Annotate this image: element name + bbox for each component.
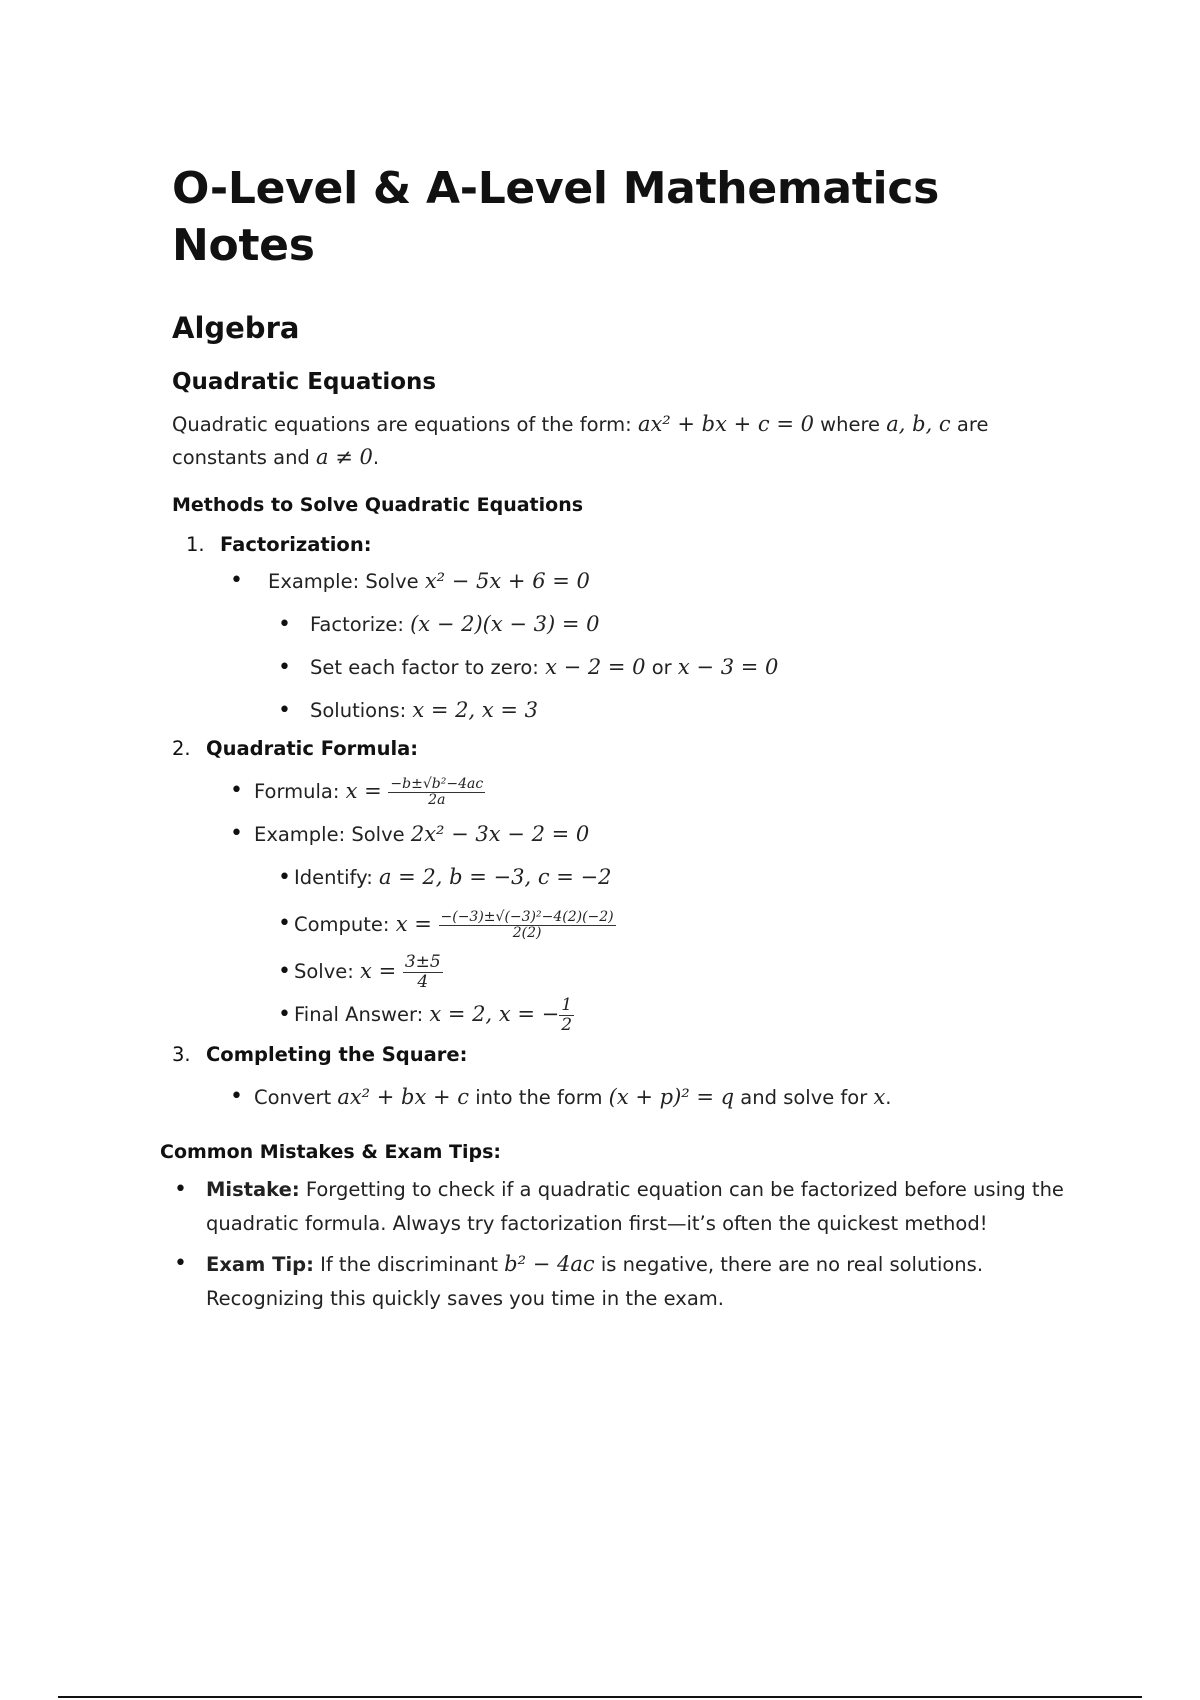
method-title: Completing the Square: (206, 1043, 468, 1066)
solve-fraction (403, 953, 443, 992)
step-math: a = 2, b = −3, c = −2 (378, 865, 612, 889)
fraction-denominator: 2 (561, 1015, 573, 1035)
tip-math: b² − 4ac (504, 1252, 595, 1276)
step-label: Compute: (294, 913, 396, 936)
fraction-denominator: 4 (417, 972, 429, 992)
convert-math: (x + p)² = q (608, 1085, 735, 1109)
list-item (172, 603, 1072, 646)
example-equation: 2x² − 3x − 2 = 0 (410, 822, 590, 846)
method-factorization (172, 530, 1072, 732)
intro-text: where (813, 413, 887, 436)
notes-page (160, 160, 1072, 1316)
factorization-example-list (172, 560, 1072, 732)
compute-fraction (439, 910, 616, 941)
step-label: Final Answer: (294, 1003, 430, 1026)
formula-fraction (388, 777, 485, 808)
convert-text: and solve for (734, 1086, 874, 1109)
step-label: or (645, 656, 678, 679)
method-quadratic-formula (172, 734, 1072, 1036)
intro-text: Quadratic equations are equations of the form: (172, 413, 638, 436)
quadratic-formula-list (172, 770, 1072, 1036)
convert-text: . (885, 1086, 892, 1109)
method-number: 2. (172, 737, 191, 760)
subsection-heading-quadratic: Quadratic Equations (172, 369, 437, 395)
tip-text: Forgetting to check if a quadratic equation can be factorized before using the quadratic formula. Always try factorization first—it’s often the quickest method! (206, 1178, 1064, 1235)
convert-math: x (873, 1085, 886, 1109)
example-label: Example: Solve (268, 570, 425, 593)
intro-text: are constants and (172, 413, 989, 469)
step-math: x = 2, x = − (429, 1002, 560, 1026)
step-label: Solutions: (310, 699, 413, 722)
tips-list (172, 1173, 1072, 1316)
method-title: Quadratic Formula: (206, 737, 419, 760)
convert-text: Convert (254, 1086, 338, 1109)
footer-rule (58, 1696, 1142, 1698)
method-title: Factorization: (220, 533, 372, 556)
intro-math-constants: a, b, c (886, 412, 951, 436)
intro-text: . (372, 446, 380, 469)
step-math: x = (395, 912, 439, 936)
list-item (172, 1076, 1072, 1119)
list-item (172, 899, 1072, 950)
formula-label: Formula: (254, 780, 346, 803)
methods-list (172, 530, 1072, 1119)
step-math: x = (360, 959, 403, 983)
completing-square-list (172, 1076, 1072, 1119)
list-item (172, 560, 1072, 732)
final-fraction (559, 996, 574, 1035)
list-item (172, 813, 1072, 1036)
methods-heading: Methods to Solve Quadratic Equations (172, 494, 584, 516)
quadratic-formula-steps (172, 856, 1072, 1036)
formula-lhs: x = (345, 779, 389, 803)
step-label: Set each factor to zero: (310, 656, 546, 679)
list-item (172, 950, 1072, 993)
fraction-numerator: −(−3)±√(−3)²−4(2)(−2) (440, 909, 614, 925)
step-label: Identify: (294, 866, 379, 889)
tip-exam (172, 1247, 1072, 1316)
step-label: Factorize: (310, 613, 411, 636)
list-item (172, 646, 1072, 689)
convert-text: into the form (469, 1086, 609, 1109)
example-equation: x² − 5x + 6 = 0 (424, 569, 590, 593)
tip-text: is negative, there are no real solutions. Recognizing this quickly saves you time in the exam. (206, 1253, 984, 1310)
step-math: x − 2 = 0 (545, 655, 646, 679)
fraction-denominator: 2(2) (512, 925, 542, 941)
step-label: Solve: (294, 960, 361, 983)
method-number: 1. (186, 533, 205, 556)
step-math: x − 3 = 0 (677, 655, 779, 679)
step-math: (x − 2)(x − 3) = 0 (410, 612, 600, 636)
example-label: Example: Solve (254, 823, 411, 846)
section-heading-algebra: Algebra (172, 311, 300, 345)
factorization-steps (172, 603, 1072, 732)
tip-label: Exam Tip: (206, 1253, 314, 1276)
tips-heading: Common Mistakes & Exam Tips: (160, 1141, 501, 1163)
fraction-numerator: 3±5 (404, 952, 441, 972)
tip-label: Mistake: (206, 1178, 300, 1201)
intro-math-general-form: ax² + bx + c = 0 (637, 412, 814, 436)
page-title: O-Level & A-Level Mathematics Notes (172, 163, 939, 271)
fraction-denominator: 2a (428, 792, 446, 808)
list-item (172, 689, 1072, 732)
list-item (172, 993, 1072, 1036)
tip-text: If the discriminant (313, 1253, 505, 1276)
method-completing-square (172, 1040, 1072, 1119)
fraction-numerator: −b±√b²−4ac (390, 776, 484, 792)
step-math: x = 2, x = 3 (412, 698, 539, 722)
tip-mistake (172, 1173, 1072, 1241)
list-item (172, 856, 1072, 899)
fraction-numerator: 1 (561, 995, 573, 1015)
list-item (172, 770, 1072, 813)
intro-math-condition: a ≠ 0 (316, 445, 373, 469)
convert-math: ax² + bx + c (337, 1085, 470, 1109)
method-number: 3. (172, 1043, 191, 1066)
intro-paragraph (172, 408, 1072, 474)
